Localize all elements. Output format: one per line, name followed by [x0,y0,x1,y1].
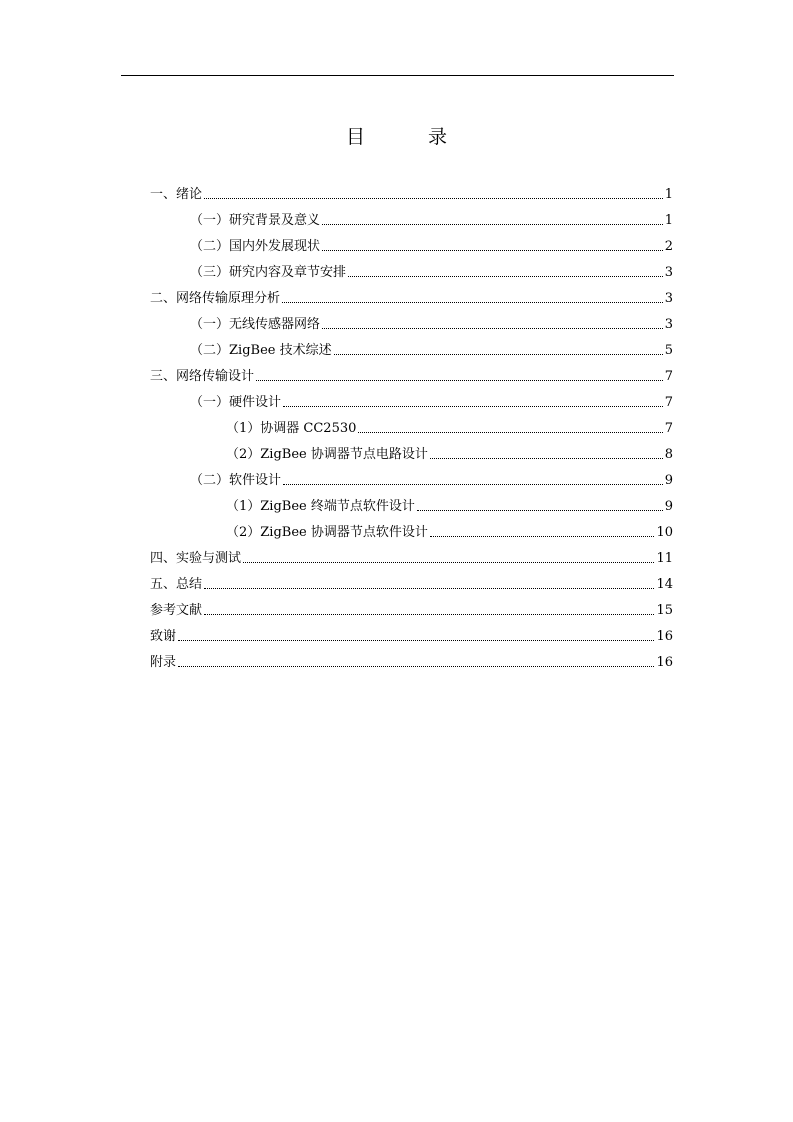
toc-entry-label: （一）硬件设计 [190,395,282,410]
toc-entry[interactable] [150,365,673,385]
toc-entry[interactable] [226,495,673,515]
dot-leader [282,301,663,303]
toc-entry-label: 四、实验与测试 [150,551,242,566]
toc-entry-label: （1）协调器 CC2530 [226,421,357,436]
dot-leader [334,353,663,355]
dot-leader [322,223,663,225]
toc-entry-label: 参考文献 [150,603,203,618]
toc-entry[interactable] [190,391,673,411]
toc-entry-page: 1 [664,187,673,202]
dot-leader [204,197,663,199]
toc-entry-page: 7 [664,421,673,436]
dot-leader [430,535,655,537]
toc-entry-page: 16 [656,629,673,644]
toc-entry-label: 三、网络传输设计 [150,369,255,384]
toc-entry[interactable] [190,261,673,281]
toc-entry-page: 2 [664,239,673,254]
toc-entry[interactable] [190,313,673,333]
toc-entry-label: （二）国内外发展现状 [190,239,321,254]
dot-leader [283,483,663,485]
toc-entry[interactable] [190,235,673,255]
toc-entry-label: 五、总结 [150,577,203,592]
dot-leader [204,587,654,589]
toc-entry[interactable] [190,339,673,359]
toc-entry[interactable] [226,521,673,541]
toc-entry-page: 3 [664,265,673,280]
toc-entry-label: （1）ZigBee 终端节点软件设计 [226,499,415,514]
dot-leader [283,405,663,407]
toc-entry[interactable] [226,417,673,437]
toc-entry-page: 1 [664,213,673,228]
toc-entry-label: （2）ZigBee 协调器节点软件设计 [226,525,428,540]
dot-leader [204,613,654,615]
toc-entry-label: （三）研究内容及章节安排 [190,265,347,280]
toc-entry[interactable] [226,443,673,463]
toc-entry-page: 3 [664,291,673,306]
dot-leader [243,561,654,563]
toc-entry-label: （二）软件设计 [190,473,282,488]
toc-entry[interactable] [190,209,673,229]
header-rule [121,75,674,76]
toc-entry-label: 一、绪论 [150,187,203,202]
toc-entry-label: （一）无线传感器网络 [190,317,321,332]
toc-entry-page: 14 [656,577,673,592]
toc-entry-page: 3 [664,317,673,332]
toc-entry-page: 16 [656,655,673,670]
toc-entry-label: 附录 [150,655,177,670]
page-title: 目 录 [345,126,469,148]
dot-leader [256,379,663,381]
toc-entry[interactable] [150,183,673,203]
toc-entry[interactable] [190,469,673,489]
toc-entry[interactable] [150,599,673,619]
toc-entry-label: （一）研究背景及意义 [190,213,321,228]
toc-entry-page: 8 [664,447,673,462]
toc-entry-page: 5 [664,343,673,358]
dot-leader [178,665,654,667]
dot-leader [430,457,663,459]
toc-entry-page: 9 [664,473,673,488]
toc-entry-page: 9 [664,499,673,514]
toc-entry[interactable] [150,625,673,645]
toc-entry-page: 10 [656,525,673,540]
toc-entry-label: （2）ZigBee 协调器节点电路设计 [226,447,428,462]
toc-entry[interactable] [150,573,673,593]
toc-entry[interactable] [150,547,673,567]
dot-leader [358,431,662,433]
toc-entry-page: 11 [656,551,673,566]
toc-entry-label: 致谢 [150,629,177,644]
toc-entry-label: 二、网络传输原理分析 [150,291,281,306]
dot-leader [417,509,663,511]
toc-entry[interactable] [150,651,673,671]
toc-entry-page: 7 [664,369,673,384]
toc-entry-page: 15 [656,603,673,618]
dot-leader [348,275,663,277]
toc-entry-label: （二）ZigBee 技术综述 [190,343,332,358]
dot-leader [322,327,663,329]
dot-leader [178,639,654,641]
toc-entry[interactable] [150,287,673,307]
dot-leader [322,249,663,251]
toc-entry-page: 7 [664,395,673,410]
